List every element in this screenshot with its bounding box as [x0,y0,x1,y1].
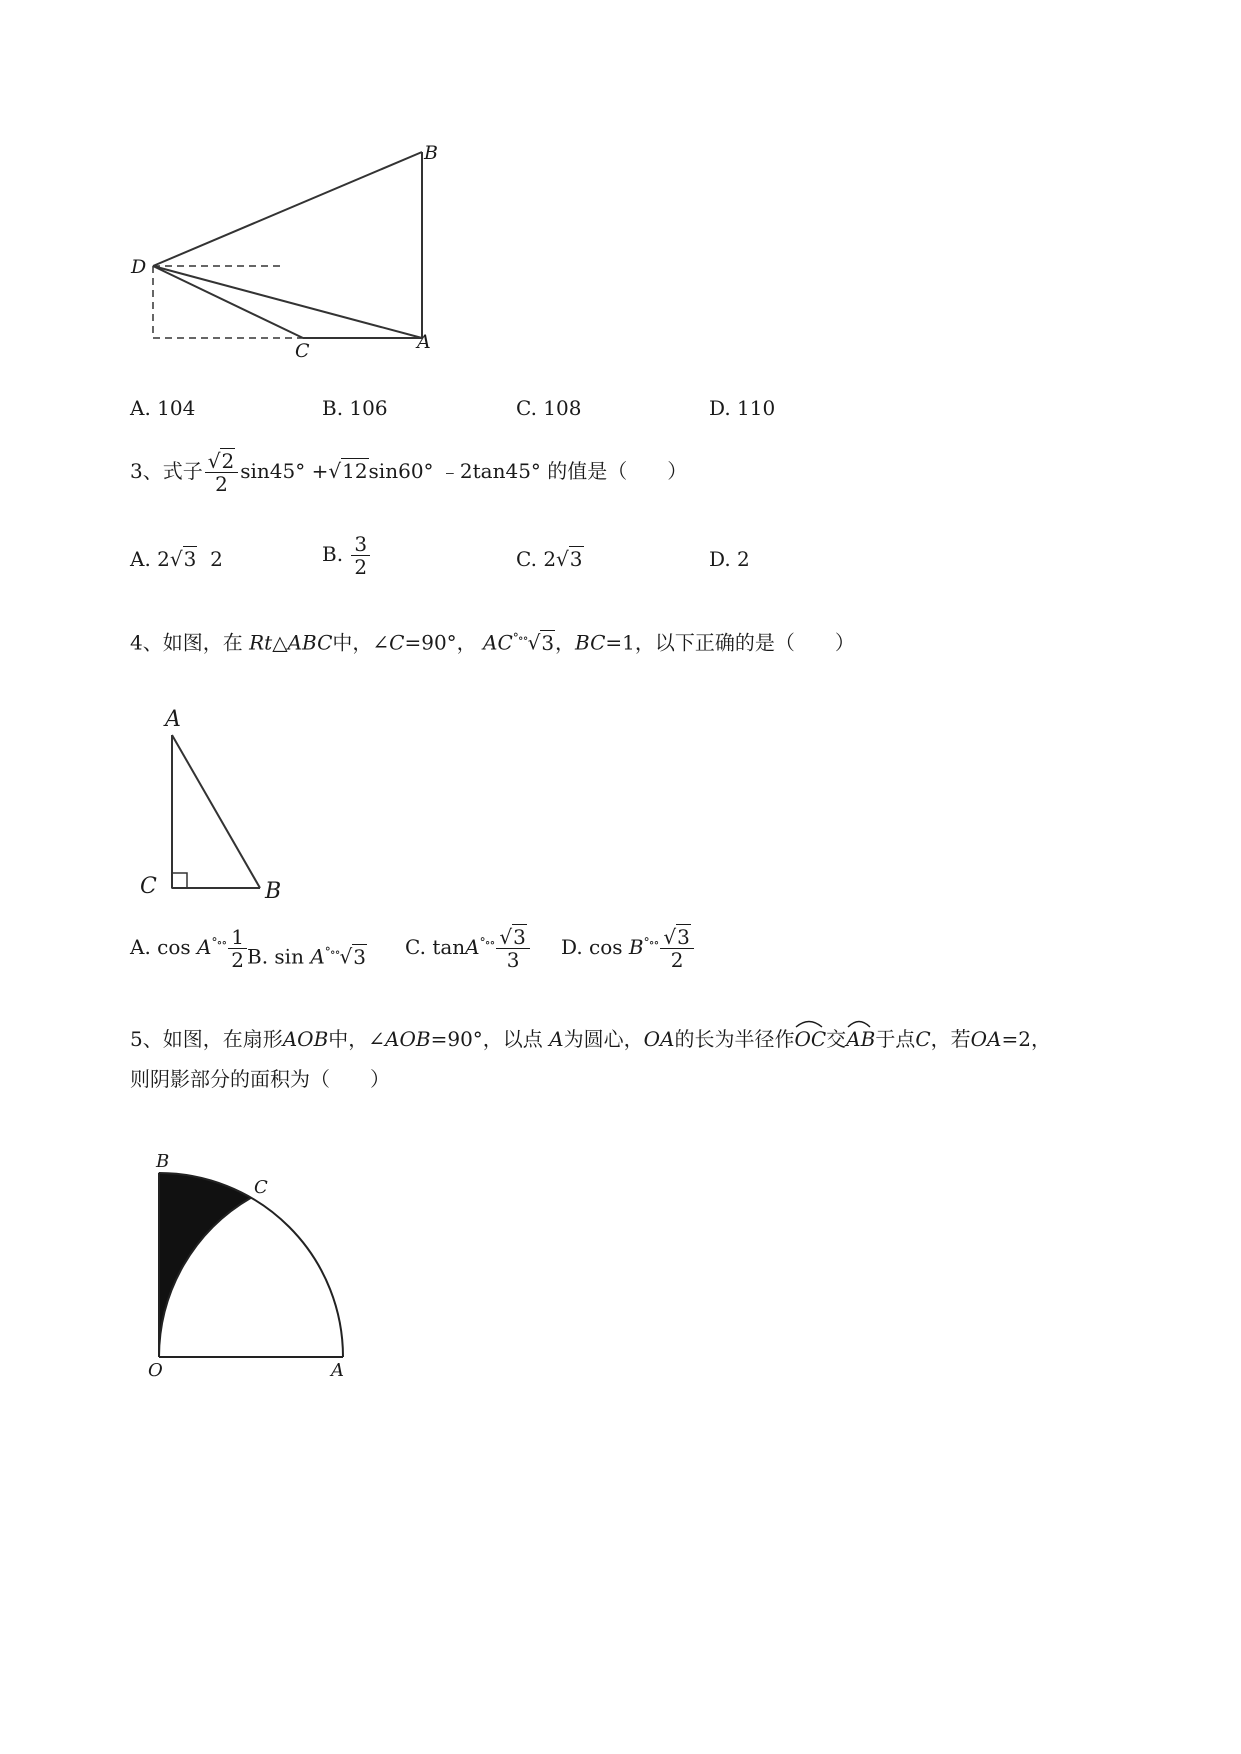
figure-question2 [125,135,455,365]
label-B: B [265,879,282,904]
q4-option-c[interactable]: C. tanA°∘∘ $\frac{√3}{3}$ [405,926,532,971]
label-B: B [156,1151,170,1172]
segment-AB [172,735,260,888]
label-O: O [148,1360,163,1381]
label-B: B [424,142,438,164]
q4-option-d[interactable]: D. cos B°∘∘ $\frac{√3}{2}$ [561,926,696,971]
label-A: A [165,707,181,732]
q4-option-a[interactable]: A. cos A°∘∘ $\frac{1}{2}$ [130,926,249,971]
q3-term3: ﹣2tan45° [439,459,541,483]
q2-option-d[interactable]: D. 110 [709,396,776,420]
question-3-stem: 3、式子 $\frac{√2}{2}$ sin45° +√12sin60° ﹣2tan45° 的值是（ ） [130,449,688,496]
q3-option-a[interactable]: A. 2√3 2 [130,547,223,571]
q3-suffix: 的值是（ ） [547,459,688,483]
label-C: C [140,874,157,899]
q3-fraction: $\frac{√2}{2}$ [205,450,238,495]
q3-option-c[interactable]: C. 2√3 [516,547,583,571]
q2-option-b[interactable]: B. 106 [322,396,388,420]
segment-DA [153,266,422,338]
question-5-stem-line2: 则阴影部分的面积为（ ） [130,1067,390,1091]
label-C: C [254,1177,268,1198]
right-angle-mark [172,873,187,888]
q3-prefix: 3、式子 [130,459,203,483]
label-A: A [417,331,431,353]
segment-DC [153,266,303,338]
q3-option-b[interactable]: B. $\frac{3}{2}$ [322,533,372,578]
label-C: C [295,340,310,362]
q2-option-a[interactable]: A. 104 [130,396,196,420]
q3-sqrt12: 12 [342,459,368,483]
shaded-region [159,1173,251,1357]
figure-question4 [135,700,295,910]
label-D: D [131,256,147,278]
arc-ab-label: AB [846,1020,875,1052]
label-A: A [331,1360,344,1381]
q2-option-c[interactable]: C. 108 [516,396,582,420]
question-4-stem: 4、如图，在 Rt△ABC中，∠C=90°， AC°∘∘√3，BC=1，以下正确的是（ ） [130,630,855,655]
q3-term1: sin45° [240,459,306,483]
q4-option-b[interactable]: B. sin A°∘∘√3 [247,944,367,969]
q3-term2: sin60° [368,459,434,483]
q3-plus: + [311,459,329,483]
arc-oc-label: OC [794,1020,826,1052]
question-5-stem-line1: 5、如图，在扇形AOB中，∠AOB=90°，以点 A为圆心，OA的长为半径作 OC交 AB于点C，若OA=2， [130,1020,1051,1052]
q3-option-d[interactable]: D. 2 [709,547,750,571]
figure-question5 [140,1145,370,1390]
segment-DB [153,152,422,266]
